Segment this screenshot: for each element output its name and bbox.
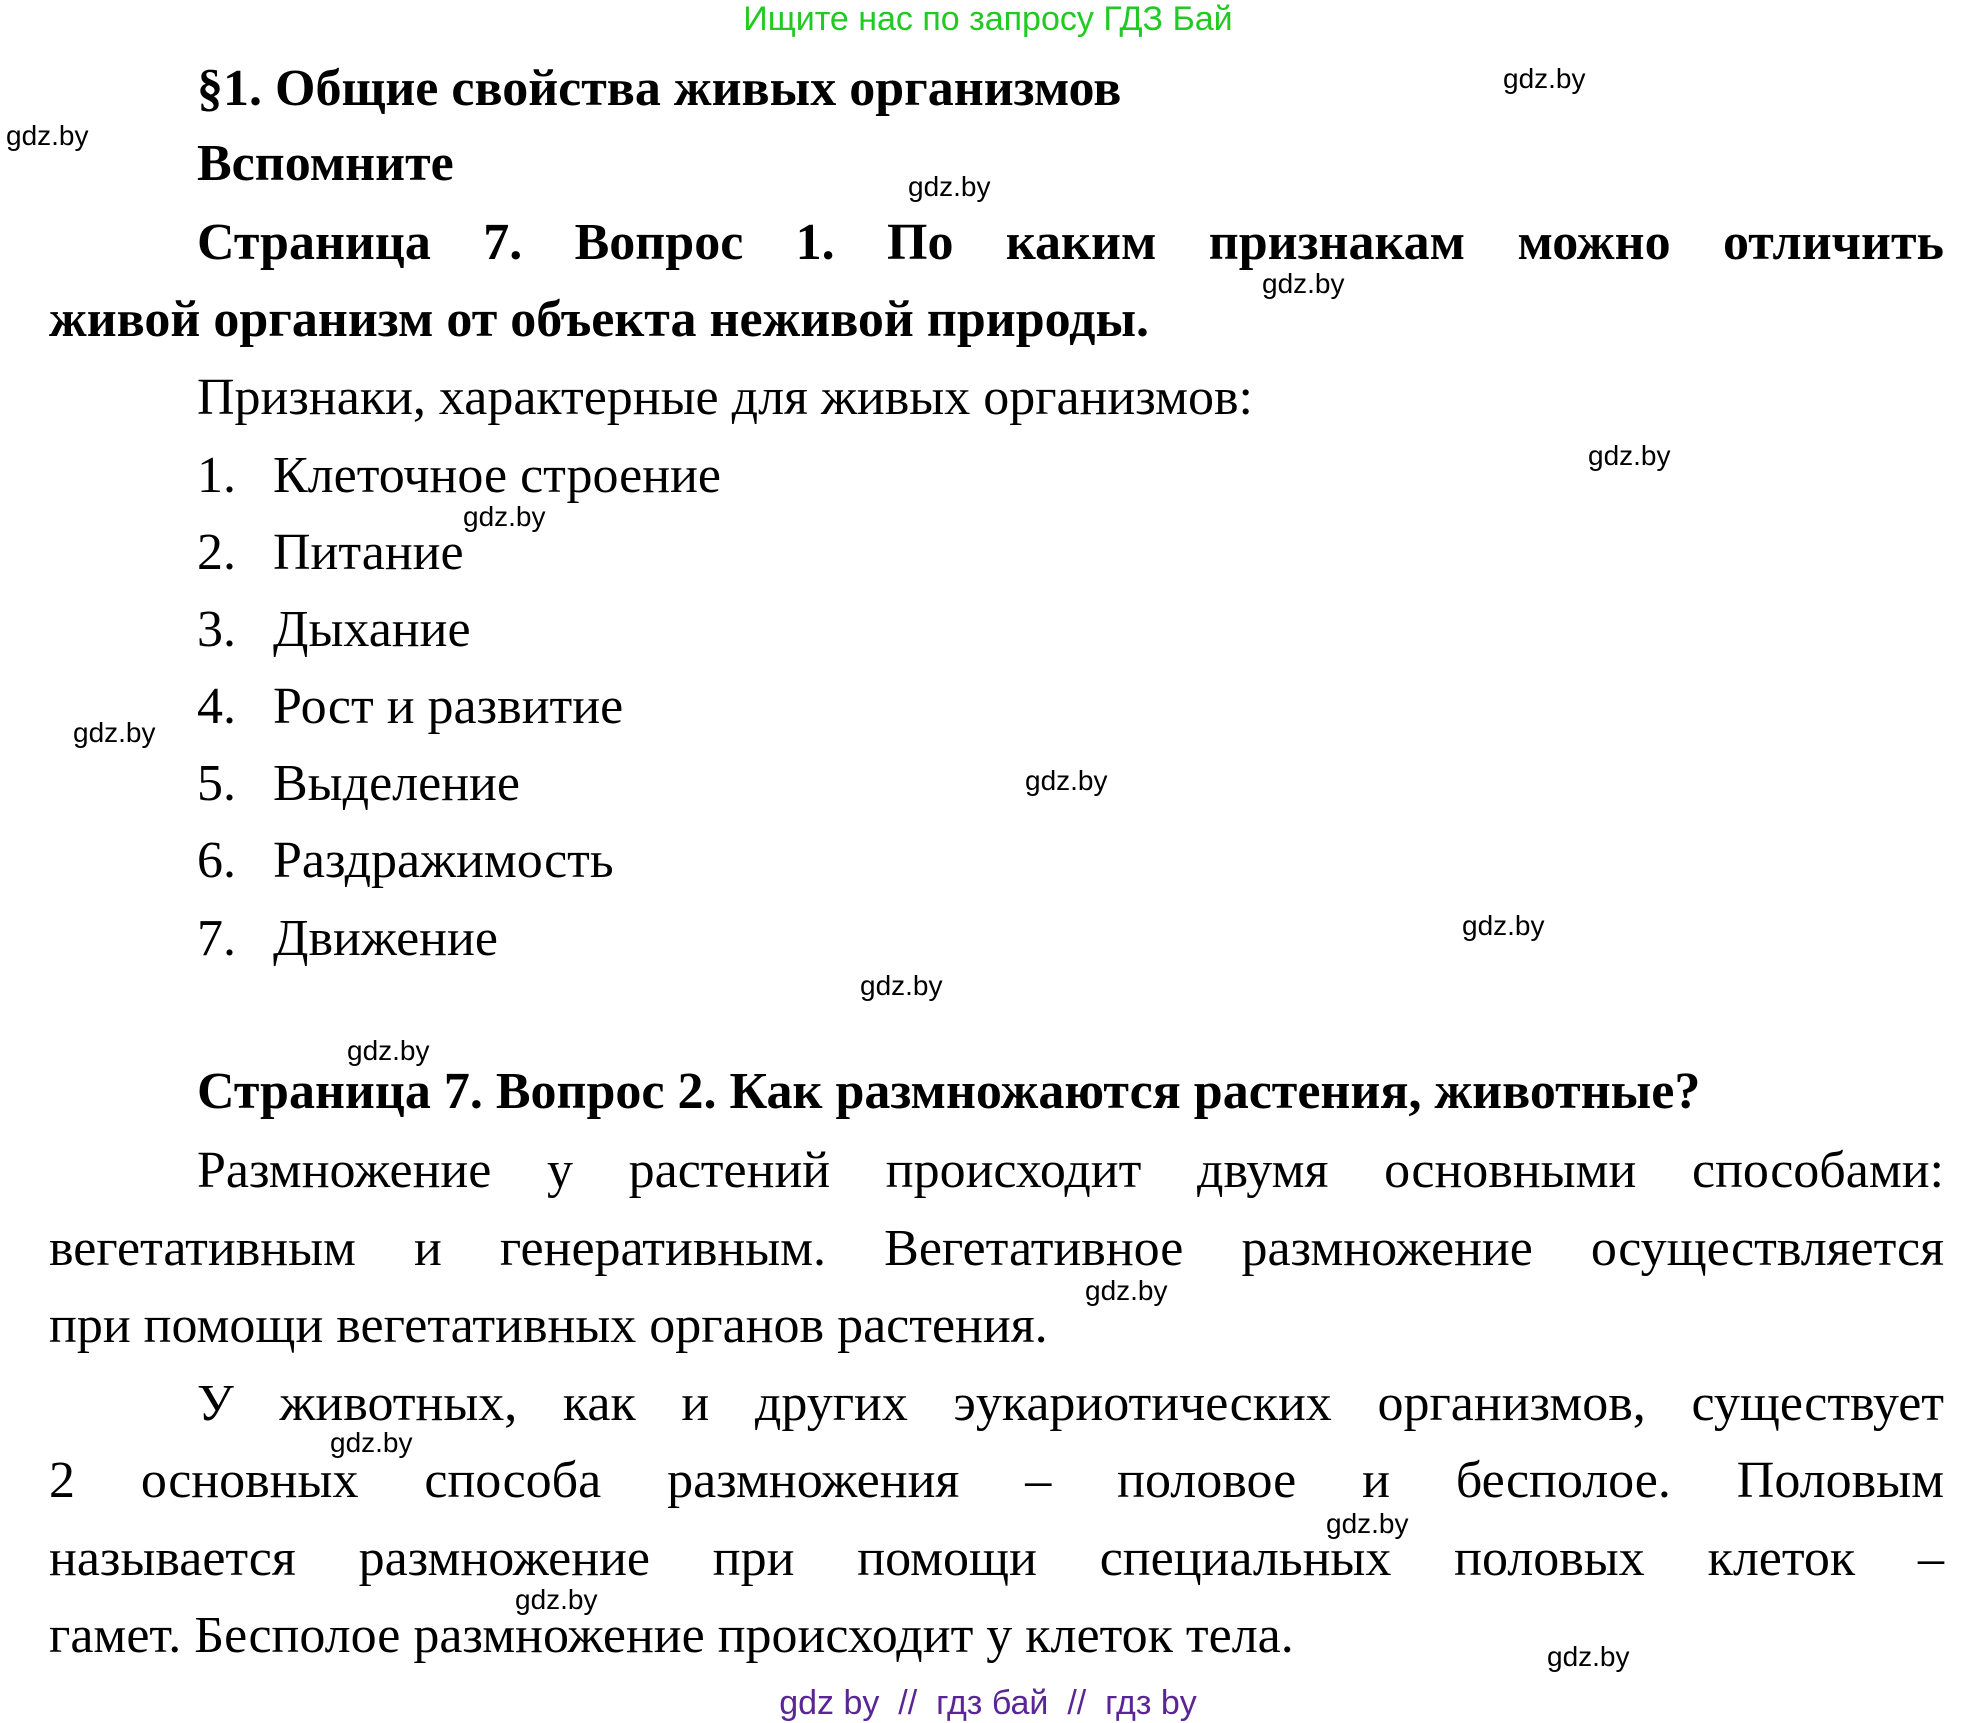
section-title: §1. Общие свойства живых организмов xyxy=(197,60,1122,117)
watermark: gdz.by xyxy=(1262,268,1345,299)
watermark: gdz.by xyxy=(1025,765,1108,796)
watermark: gdz.by xyxy=(73,717,156,748)
watermark: gdz.by xyxy=(347,1035,430,1066)
paragraph-line: Размножение у растений происходит двумя основными способами: xyxy=(197,1142,1944,1199)
list-text: Питание xyxy=(273,524,464,581)
list-number: 3. xyxy=(197,601,236,658)
watermark: gdz.by xyxy=(1503,63,1586,94)
paragraph-line: У животных, как и других эукариотических организмов, существует xyxy=(197,1375,1944,1432)
question1-title-line1: Страница 7. Вопрос 1. По каким признакам можно отличить xyxy=(197,214,1944,271)
list-number: 5. xyxy=(197,755,236,812)
list-text: Рост и развитие xyxy=(273,678,624,735)
watermark: gdz.by xyxy=(860,970,943,1001)
list-item xyxy=(197,591,1944,669)
question2-title: Страница 7. Вопрос 2. Как размножаются растения, животные? xyxy=(197,1063,1701,1120)
list-text: Движение xyxy=(273,910,498,967)
list-text: Дыхание xyxy=(273,601,471,658)
paragraph-line: вегетативным и генеративным. Вегетативное размножение осуществляется xyxy=(49,1220,1944,1277)
footer-links: gdz by // гдз бай // гдз by xyxy=(779,1684,1197,1722)
watermark: gdz.by xyxy=(1588,440,1671,471)
watermark: gdz.by xyxy=(463,501,546,532)
watermark: gdz.by xyxy=(1326,1508,1409,1539)
watermark: gdz.by xyxy=(1462,910,1545,941)
list-number: 2. xyxy=(197,524,236,581)
paragraph-line: при помощи вегетативных органов растения. xyxy=(49,1297,1048,1354)
list-number: 7. xyxy=(197,910,236,967)
list-text: Раздражимость xyxy=(273,832,614,889)
list-item xyxy=(197,437,1944,515)
list-text: Клеточное строение xyxy=(273,447,721,504)
search-banner: Ищите нас по запросу ГДЗ Бай xyxy=(743,0,1233,38)
paragraph-line: гамет. Бесполое размножение происходит у клеток тела. xyxy=(49,1607,1294,1664)
list-text: Выделение xyxy=(273,755,520,812)
list-number: 1. xyxy=(197,447,236,504)
paragraph-line: 2 основных способа размножения – половое и бесполое. Половым xyxy=(49,1452,1944,1509)
paragraph-line: называется размножение при помощи специальных половых клеток – xyxy=(49,1530,1944,1587)
watermark: gdz.by xyxy=(6,120,89,151)
question1-title-line2: живой организм от объекта неживой природы. xyxy=(49,291,1150,348)
question1-intro: Признаки, характерные для живых организмов: xyxy=(197,369,1253,426)
watermark: gdz.by xyxy=(515,1584,598,1615)
list-item xyxy=(197,668,1944,746)
watermark: gdz.by xyxy=(908,171,991,202)
list-item xyxy=(197,900,1944,978)
list-item xyxy=(197,822,1944,900)
watermark: gdz.by xyxy=(1085,1275,1168,1306)
list-number: 4. xyxy=(197,678,236,735)
watermark: gdz.by xyxy=(1547,1641,1630,1672)
subtitle: Вспомните xyxy=(197,135,454,192)
watermark: gdz.by xyxy=(330,1427,413,1458)
list-item xyxy=(197,514,1944,592)
list-number: 6. xyxy=(197,832,236,889)
